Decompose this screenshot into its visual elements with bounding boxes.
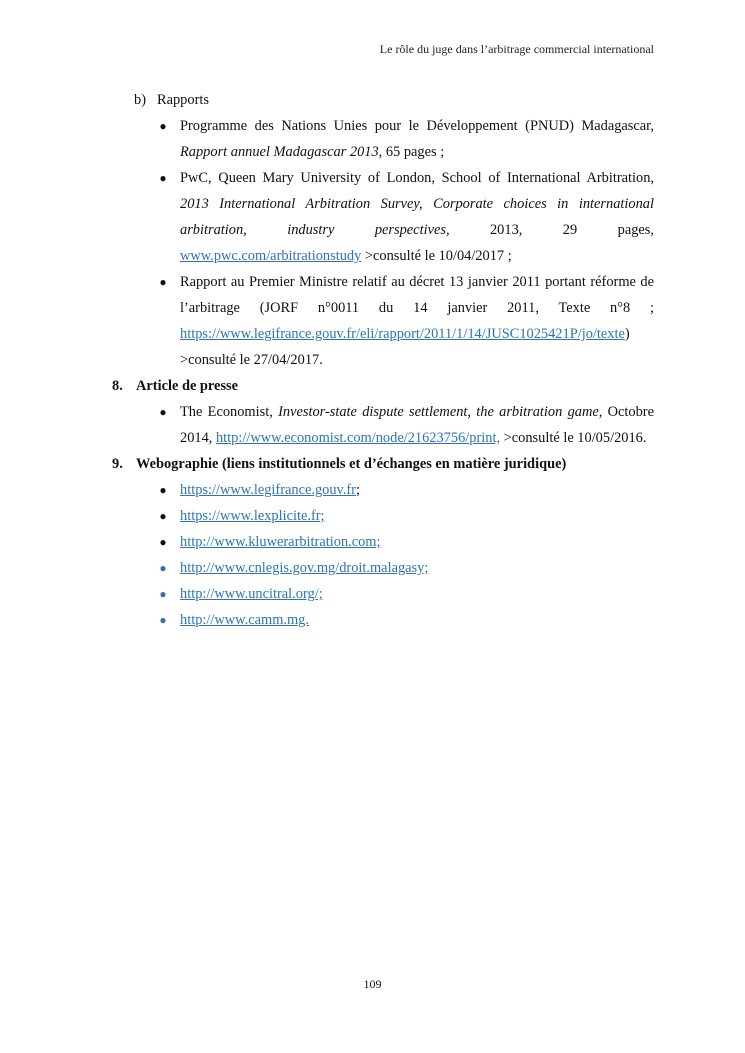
- subsection-marker: b): [134, 92, 146, 108]
- reference-text: >consulté le 10/04/2017 ;: [361, 248, 512, 264]
- reference-text: >consulté le 27/04/2017.: [180, 352, 323, 368]
- list-item: [112, 503, 654, 529]
- rapports-list: [112, 113, 654, 373]
- presse-list: [112, 399, 654, 451]
- subsection-heading-rapports: [112, 87, 654, 113]
- reference-link[interactable]: https://www.legifrance.gouv.fr/eli/rapport/2011/1/14/JUSC1025421P/jo/texte: [180, 326, 625, 342]
- bullet-icon: ●: [159, 509, 167, 523]
- list-item: [112, 581, 654, 607]
- web-link[interactable]: http://www.kluwerarbitration.com;: [180, 534, 381, 550]
- bullet-icon: ●: [159, 561, 167, 575]
- list-item: [112, 555, 654, 581]
- list-item: [112, 269, 654, 373]
- reference-text: >consulté le 10/05/2016.: [500, 430, 647, 446]
- bullet-icon: ●: [159, 405, 167, 419]
- reference-text: The Economist,: [180, 404, 279, 420]
- reference-text: ): [624, 326, 630, 342]
- page-number: 109: [363, 977, 382, 991]
- reference-title: Investor-state dispute settlement, the arbitration game: [278, 404, 599, 420]
- bullet-icon: ●: [159, 119, 167, 133]
- web-link[interactable]: https://www.lexplicite.fr;: [180, 508, 325, 524]
- web-link[interactable]: https://www.legifrance.gouv.fr: [180, 482, 356, 498]
- bullet-icon: ●: [159, 535, 167, 549]
- web-link[interactable]: http://www.camm.mg.: [180, 612, 309, 628]
- bullet-icon: ●: [159, 275, 167, 289]
- section-title: Article de presse: [136, 378, 239, 394]
- reference-text: PwC, Queen Mary University of London, School of International Arbitration,: [180, 170, 654, 186]
- web-link[interactable]: http://www.uncitral.org/;: [180, 586, 323, 602]
- reference-text: Programme des Nations Unies pour le Développement (PNUD) Madagascar,: [180, 118, 654, 134]
- list-item: [112, 529, 654, 555]
- list-item: [112, 165, 654, 269]
- document-body: [112, 87, 654, 633]
- bullet-icon: ●: [159, 171, 167, 185]
- reference-link[interactable]: www.pwc.com/arbitrationstudy: [180, 248, 362, 264]
- webographie-list: [112, 477, 654, 633]
- reference-text: 2013, 29 pages,: [449, 222, 654, 238]
- web-link[interactable]: http://www.cnlegis.gov.mg/droit.malagasy;: [180, 560, 429, 576]
- reference-text: , Octobre 2014,: [180, 404, 654, 446]
- section-number: 8.: [112, 378, 123, 394]
- section-title: Webographie (liens institutionnels et d’échanges en matière juridique): [136, 456, 567, 472]
- section-heading-webographie: [112, 451, 654, 477]
- list-item: [112, 477, 654, 503]
- link-suffix: ;: [355, 482, 360, 498]
- subsection-title: Rapports: [157, 92, 209, 108]
- list-item: [112, 607, 654, 633]
- bullet-icon: ●: [159, 587, 167, 601]
- section-number: 9.: [112, 456, 123, 472]
- running-header: Le rôle du juge dans l’arbitrage commercial international: [379, 42, 654, 56]
- reference-text: Rapport au Premier Ministre relatif au décret 13 janvier 2011 portant réforme de l’arbitrage (JORF n°0011 du 14 janvier 2011, Texte n°8 ;: [180, 274, 654, 316]
- reference-text: 65 pages ;: [382, 144, 445, 160]
- section-heading-presse: [112, 373, 654, 399]
- reference-link[interactable]: http://www.economist.com/node/21623756/print,: [215, 430, 501, 446]
- list-item: [112, 399, 654, 451]
- reference-title: 2013 International Arbitration Survey, Corporate choices in international arbitration, industry perspectives,: [180, 196, 654, 238]
- bullet-icon: ●: [159, 483, 167, 497]
- list-item: [112, 113, 654, 165]
- bullet-icon: ●: [159, 613, 167, 627]
- reference-title: Rapport annuel Madagascar 2013,: [180, 144, 383, 160]
